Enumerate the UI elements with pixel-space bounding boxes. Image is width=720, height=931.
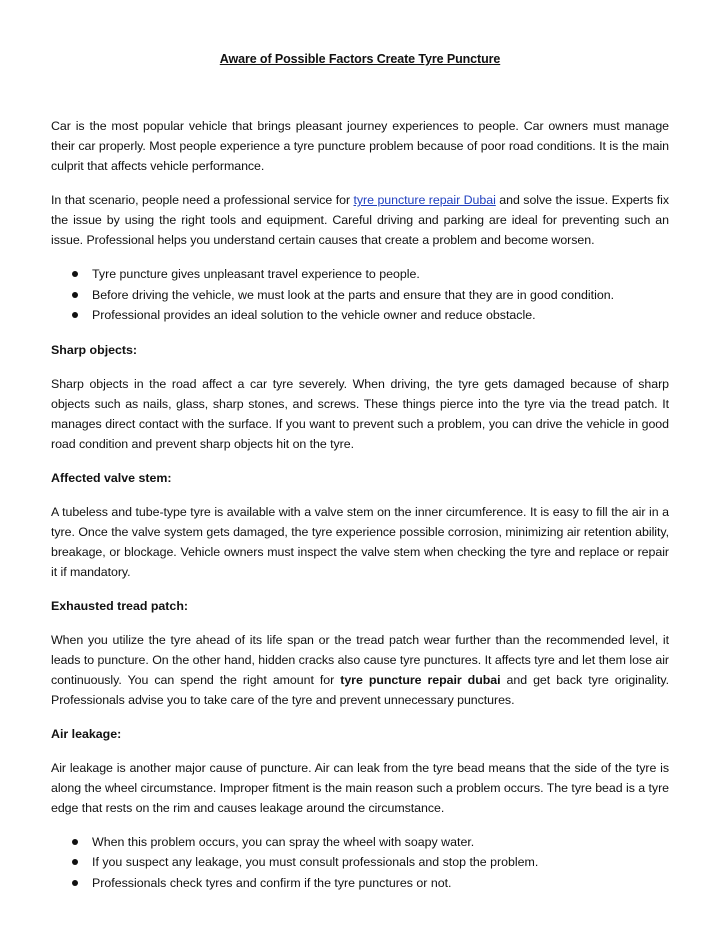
tread-bold-keyword: tyre puncture repair dubai [340,672,501,687]
list-item: Before driving the vehicle, we must look at the parts and ensure that they are in good condition. [92,285,669,306]
tread-text-after-bold: and get back tyre originality. Professionals advise you to take care of the tyre and prevent unnecessary punctures. [51,672,669,707]
list-item: Professionals check tyres and confirm if the tyre punctures or not. [92,873,669,894]
air-leakage-paragraph: Air leakage is another major cause of puncture. Air can leak from the tyre bead means that the side of the tyre is along the wheel circumstance. Improper fitment is the main reason such a problem occurs. The tyre bead is a tyre edge that rests on the rim and causes leakage around the circumstance. [51,760,669,815]
intro-text-before-link: In that scenario, people need a professional service for [51,193,354,207]
intro-paragraph-2 [51,190,669,250]
sharp-objects-heading: Sharp objects: [51,342,138,357]
intro-paragraph-1: Car is the most popular vehicle that brings pleasant journey experiences to people. Car owners must manage their car properly. Most people experience a tyre puncture problem because of poor road conditions. It is the main culprit that affects vehicle performance. [51,119,669,173]
valve-stem-heading: Affected valve stem: [51,470,172,485]
tyre-puncture-repair-link[interactable]: tyre puncture repair Dubai [353,193,496,207]
air-leakage-bullet-list [51,832,669,894]
tread-patch-heading: Exhausted tread patch: [51,598,189,613]
intro-text-after-link: and solve the issue. Experts fix the issue by using the right tools and equipment. Careful driving and parking are ideal for preventing such an issue. Professional helps you understand certain causes that create a problem and become worsen. [51,193,669,247]
tread-patch-paragraph [51,630,669,710]
valve-stem-paragraph: A tubeless and tube-type tyre is available with a valve stem on the inner circumference. It is easy to fill the air in a tyre. Once the valve system gets damaged, the tyre experience possible corrosion, minimizing air retention ability, breakage, or blockage. Vehicle owners must inspect the valve stem when checking the tyre and replace or repair it if mandatory. [51,504,669,579]
sharp-objects-paragraph: Sharp objects in the road affect a car tyre severely. When driving, the tyre gets damaged because of sharp objects such as nails, glass, sharp stones, and screws. These things pierce into the tyre via the tread patch. It manages direct contact with the surface. If you want to prevent such a problem, you can drive the vehicle in good road condition and prevent sharp objects hit on the tyre. [51,376,669,451]
list-item: When this problem occurs, you can spray the wheel with soapy water. [92,832,669,853]
list-item: Tyre puncture gives unpleasant travel experience to people. [92,264,669,285]
tread-text-before-bold: When you utilize the tyre ahead of its life span or the tread patch wear further than the recommended level, it leads to puncture. On the other hand, hidden cracks also cause tyre punctures. It affects tyre and let them lose air continuously. You can spend the right amount for [51,632,669,687]
document-title: Aware of Possible Factors Create Tyre Puncture [219,52,501,66]
document-body [51,116,669,893]
intro-bullet-list [51,264,669,326]
air-leakage-heading: Air leakage: [51,726,122,741]
list-item: Professional provides an ideal solution to the vehicle owner and reduce obstacle. [92,305,669,326]
list-item: If you suspect any leakage, you must consult professionals and stop the problem. [92,852,669,873]
